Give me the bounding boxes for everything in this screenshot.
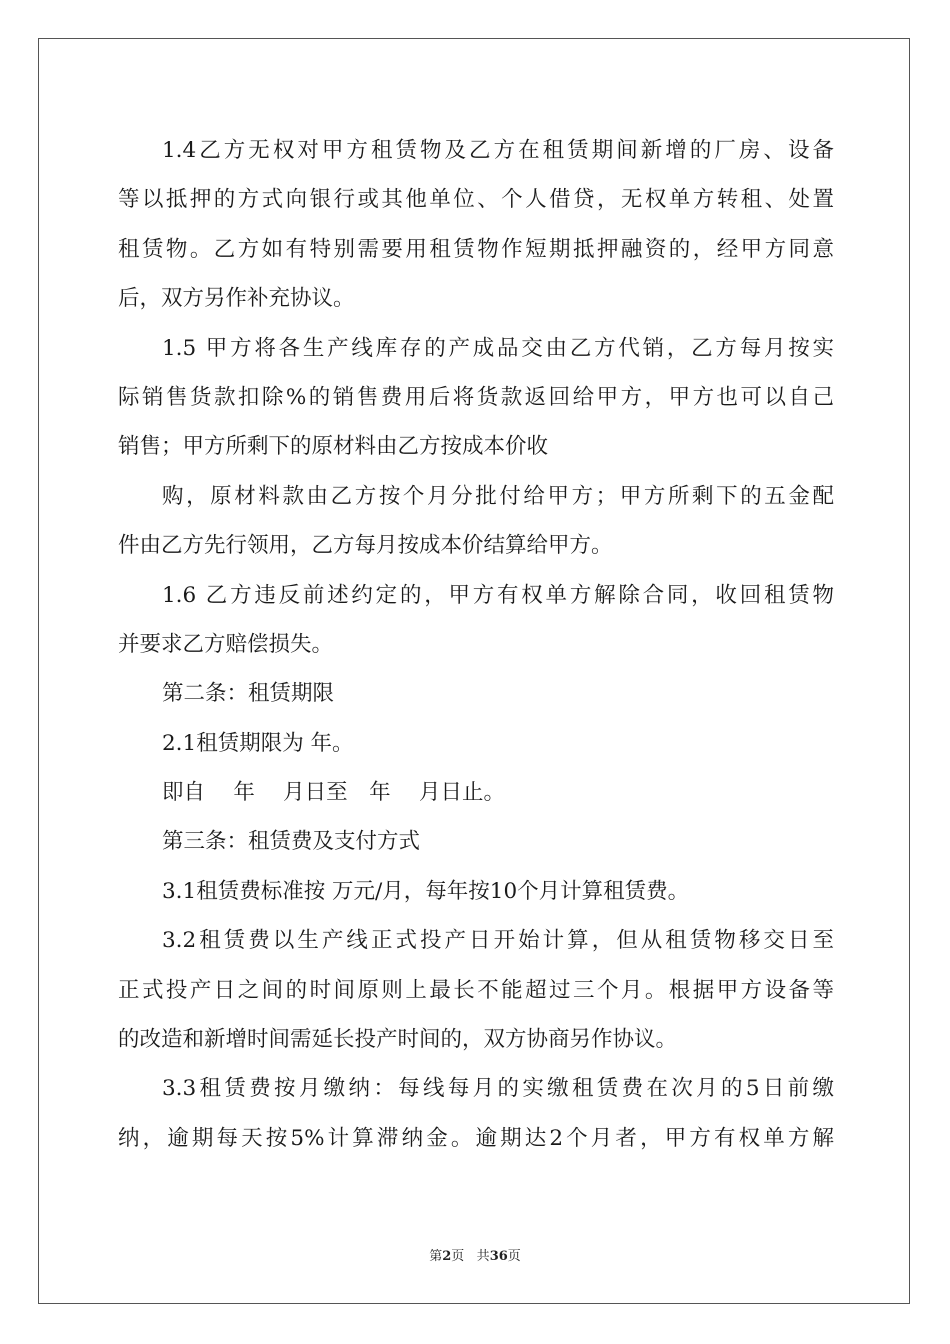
text-line: 并要求乙方赔偿损失。: [118, 631, 334, 657]
text-line: 第二条：租赁期限: [162, 681, 335, 707]
text-line: 3.1租赁费标准按 万元/月，每年按10个月计算租赁费。: [162, 878, 690, 904]
text-line: 即自 年 月日至 年 月日止。: [162, 780, 506, 806]
text-line: 正式投产日之间的时间原则上最长不能超过三个月。根据甲方设备等: [118, 977, 834, 1003]
document-body: [118, 126, 834, 1163]
footer-total-unit: 页: [507, 1249, 521, 1264]
text-line: 1.6 乙方违反前述约定的，甲方有权单方解除合同，收回租赁物: [162, 582, 834, 608]
text-line: 际销售货款扣除%的销售费用后将货款返回给甲方，甲方也可以自己: [118, 384, 834, 410]
footer-total-pages: 36: [489, 1249, 508, 1264]
text-line: 1.4乙方无权对甲方租赁物及乙方在租赁期间新增的厂房、设备: [162, 138, 834, 163]
page-footer: [0, 1245, 950, 1264]
text-line: 购，原材料款由乙方按个月分批付给甲方；甲方所剩下的五金配: [162, 483, 834, 509]
text-line: 后，双方另作补充协议。: [118, 286, 355, 312]
text-line: 件由乙方先行领用，乙方每月按成本价结算给甲方。: [118, 533, 613, 559]
footer-page-unit: 页: [451, 1249, 465, 1264]
footer-page-number: 2: [442, 1249, 452, 1264]
text-line: 的改造和新增时间需延长投产时间的，双方协商另作协议。: [118, 1027, 678, 1053]
text-line: 纳，逾期每天按5%计算滞纳金。逾期达2个月者，甲方有权单方解: [118, 1125, 834, 1151]
text-line: 第三条：租赁费及支付方式: [162, 829, 421, 855]
text-line: 3.2租赁费以生产线正式投产日开始计算，但从租赁物移交日至: [162, 928, 834, 954]
text-line: 2.1租赁期限为 年。: [162, 730, 354, 756]
text-line: 3.3租赁费按月缴纳：每线每月的实缴租赁费在次月的5日前缴: [162, 1076, 834, 1102]
text-line: 1.5 甲方将各生产线库存的产成品交由乙方代销，乙方每月按实: [162, 335, 834, 361]
text-line: 等以抵押的方式向银行或其他单位、个人借贷，无权单方转租、处置: [118, 187, 834, 213]
footer-prefix: 第: [429, 1249, 443, 1264]
text-line: 租赁物。乙方如有特别需要用租赁物作短期抵押融资的，经甲方同意: [118, 236, 834, 262]
footer-total-prefix: 共: [476, 1249, 490, 1264]
text-line: 销售；甲方所剩下的原材料由乙方按成本价收: [118, 434, 549, 460]
